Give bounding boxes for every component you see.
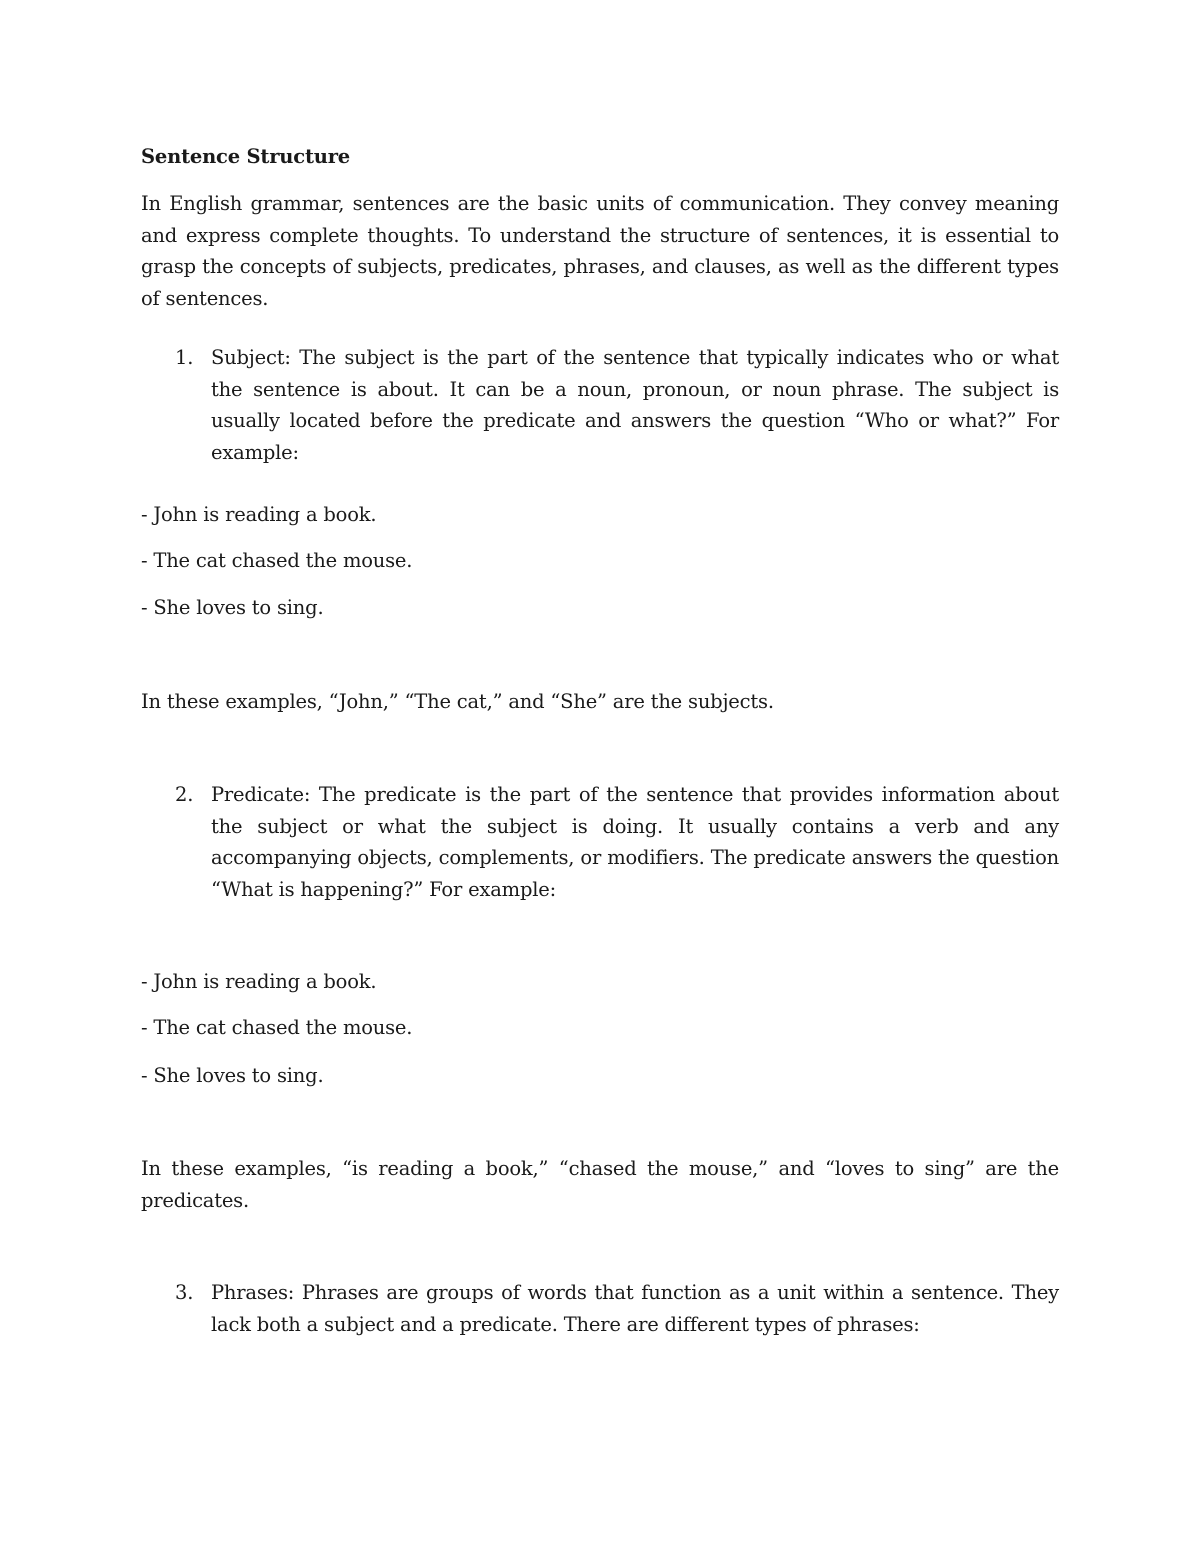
intro-paragraph: In English grammar, sentences are the basic units of communication. They convey meaning and express complete thoughts. To understand the structure of sentences, it is essential to grasp the concepts of subjects, predicates, phrases, and clauses, as well as the different types of sentences. (141, 192, 1059, 310)
example-line: - The cat chased the mouse. (141, 1016, 413, 1039)
list-number: 2. (175, 783, 194, 806)
example-line: - She loves to sing. (141, 596, 324, 619)
list-number: 1. (175, 346, 194, 369)
summary-subject: In these examples, “John,” “The cat,” and “She” are the subjects. (141, 690, 774, 713)
list-item-predicate (141, 779, 1059, 905)
list-number: 3. (175, 1281, 194, 1304)
example-line: - The cat chased the mouse. (141, 549, 413, 572)
summary-predicate: In these examples, “is reading a book,” “chased the mouse,” and “loves to sing” are the predicates. (141, 1157, 1059, 1212)
example-line: - John is reading a book. (141, 970, 377, 993)
list-item-text: Subject: The subject is the part of the sentence that typically indicates who or what the sentence is about. It can be a noun, pronoun, or noun phrase. The subject is usually located before the predicate and answers the question “Who or what?” For example: (211, 346, 1059, 464)
example-line: - She loves to sing. (141, 1064, 324, 1087)
example-line: - John is reading a book. (141, 503, 377, 526)
list-item-text: Predicate: The predicate is the part of the sentence that provides information about the subject or what the subject is doing. It usually contains a verb and any accompanying objects, complements, or modifiers. The predicate answers the question “What is happening?” For example: (211, 783, 1059, 901)
list-item-phrases (141, 1277, 1059, 1340)
list-item-subject (141, 342, 1059, 468)
list-item-text: Phrases: Phrases are groups of words that function as a unit within a sentence. They lack both a subject and a predicate. There are different types of phrases: (211, 1281, 1059, 1336)
document-title: Sentence Structure (141, 145, 351, 168)
